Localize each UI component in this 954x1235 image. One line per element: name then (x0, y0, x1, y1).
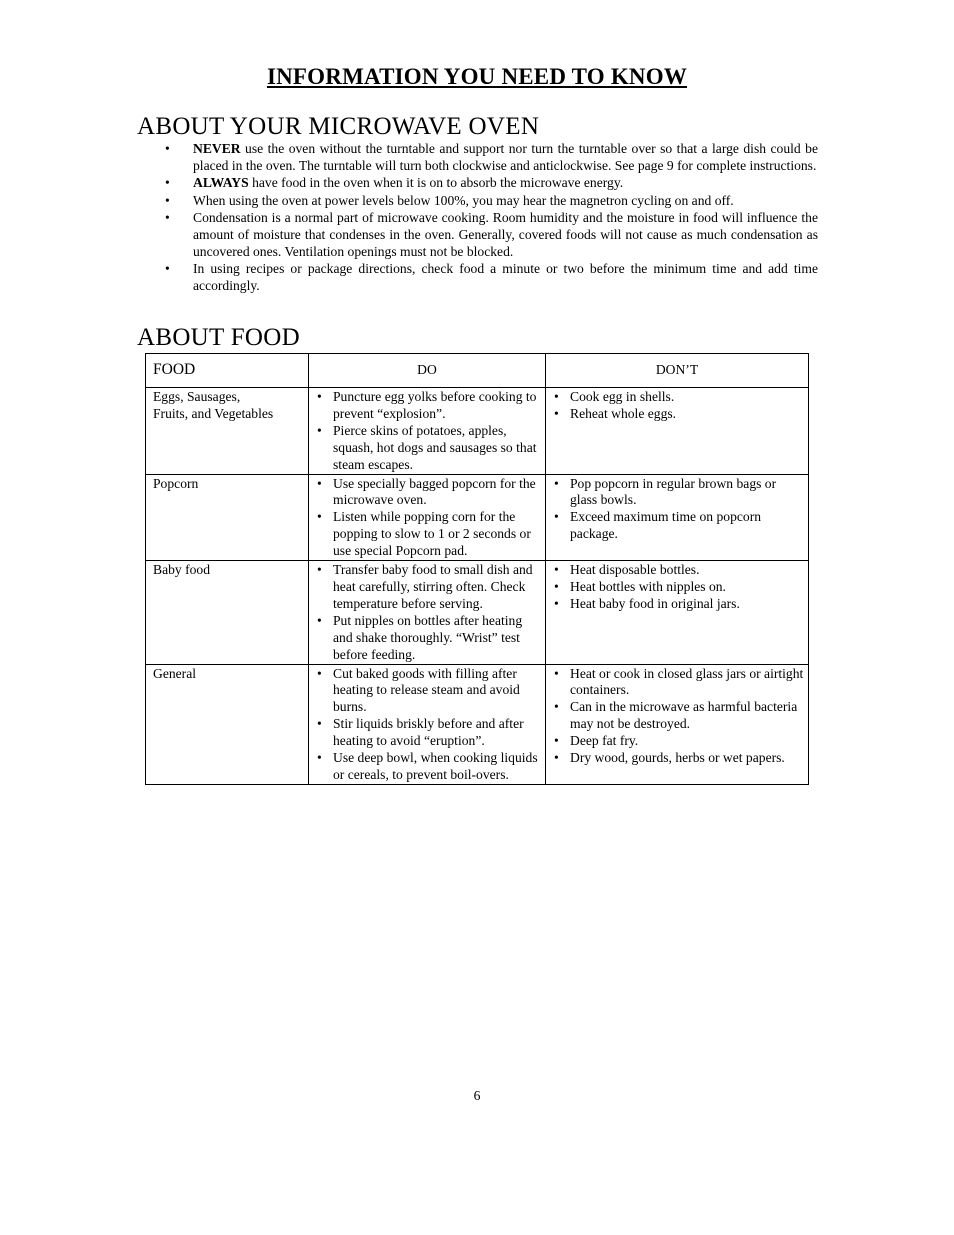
list-item (137, 193, 818, 210)
list-item: • Use deep bowl, when cooking liquids or cereals, to prevent boil-overs. (309, 750, 545, 784)
list-item (137, 141, 818, 175)
do-cell (309, 561, 546, 664)
list-item-text: In using recipes or package directions, check food a minute or two before the minimum time and add time accordingly. (193, 261, 818, 294)
list-item: • Exceed maximum time on popcorn package. (546, 509, 808, 543)
dont-cell (546, 388, 809, 475)
dont-list (546, 476, 808, 544)
list-item (137, 175, 818, 192)
list-item: • Heat bottles with nipples on. (546, 579, 808, 596)
do-list (309, 389, 545, 474)
section-heading-oven: ABOUT YOUR MICROWAVE OVEN (137, 113, 540, 140)
oven-info-list (137, 141, 818, 296)
list-item: • Transfer baby food to small dish and heat carefully, stirring often. Check temperature before serving. (309, 562, 545, 613)
list-item: • Deep fat fry. (546, 733, 808, 750)
food-name-cell: Baby food (146, 561, 309, 664)
dont-list (546, 389, 808, 423)
list-item: • Dry wood, gourds, herbs or wet papers. (546, 750, 808, 767)
column-header-food: FOOD (146, 354, 309, 388)
emphasis-word: NEVER (193, 141, 241, 156)
table-row (146, 664, 809, 784)
emphasis-word: ALWAYS (193, 175, 249, 191)
list-item: • Can in the microwave as harmful bacteria may not be destroyed. (546, 699, 808, 733)
do-cell (309, 474, 546, 561)
list-item: • Heat baby food in original jars. (546, 596, 808, 613)
section-heading-food: ABOUT FOOD (137, 324, 300, 351)
food-table (145, 353, 809, 785)
do-list (309, 476, 545, 561)
column-header-do: DO (309, 354, 546, 388)
page-title: INFORMATION YOU NEED TO KNOW (266, 64, 688, 89)
list-item: • Pierce skins of potatoes, apples, squash, hot dogs and sausages so that steam escapes. (309, 423, 545, 474)
dont-cell (546, 561, 809, 664)
dont-list (546, 562, 808, 613)
food-name-cell: Popcorn (146, 474, 309, 561)
list-item: • Cook egg in shells. (546, 389, 808, 406)
page-number: 6 (473, 1088, 481, 1103)
list-item-text: When using the oven at power levels below 100%, you may hear the magnetron cycling on and off. (193, 192, 734, 208)
list-item: • Pop popcorn in regular brown bags or glass bowls. (546, 476, 808, 510)
list-item: • Puncture egg yolks before cooking to prevent “explosion”. (309, 389, 545, 423)
list-item: • Use specially bagged popcorn for the microwave oven. (309, 476, 545, 510)
do-cell (309, 388, 546, 475)
list-item: • Heat or cook in closed glass jars or airtight containers. (546, 666, 808, 700)
do-list (309, 562, 545, 663)
list-item: • Heat disposable bottles. (546, 562, 808, 579)
dont-list (546, 666, 808, 767)
table-row (146, 474, 809, 561)
list-item-text: Condensation is a normal part of microwave cooking. Room humidity and the moisture in food will influence the amount of moisture that condenses in the oven. Generally, covered foods will not cause as much condensation as uncovered ones. Ventilation openings must not be blocked. (193, 210, 818, 259)
do-cell (309, 664, 546, 784)
list-item (137, 261, 818, 295)
list-item: • Reheat whole eggs. (546, 406, 808, 423)
table-row (146, 388, 809, 475)
table-row (146, 561, 809, 664)
dont-cell (546, 664, 809, 784)
list-item-text: use the oven without the turntable and support nor turn the turntable over so that a large dish could be placed in the oven. The turntable will turn both clockwise and anticlockwise. See page 9 for complete instructions. (193, 141, 818, 173)
do-list (309, 666, 545, 784)
column-header-dont: DON’T (546, 354, 809, 388)
dont-cell (546, 474, 809, 561)
list-item-text: have food in the oven when it is on to absorb the microwave energy. (248, 175, 624, 191)
table-header-row (146, 354, 809, 388)
list-item (137, 210, 818, 261)
list-item: • Put nipples on bottles after heating and shake thoroughly. “Wrist” test before feeding. (309, 613, 545, 664)
food-name-cell: Eggs, Sausages, Fruits, and Vegetables (146, 388, 309, 475)
list-item: • Listen while popping corn for the popping to slow to 1 or 2 seconds or use special Popcorn pad. (309, 509, 545, 560)
food-name-cell: General (146, 664, 309, 784)
table-body (146, 388, 809, 785)
list-item: • Stir liquids briskly before and after heating to avoid “eruption”. (309, 716, 545, 750)
list-item: • Cut baked goods with filling after heating to release steam and avoid burns. (309, 666, 545, 717)
